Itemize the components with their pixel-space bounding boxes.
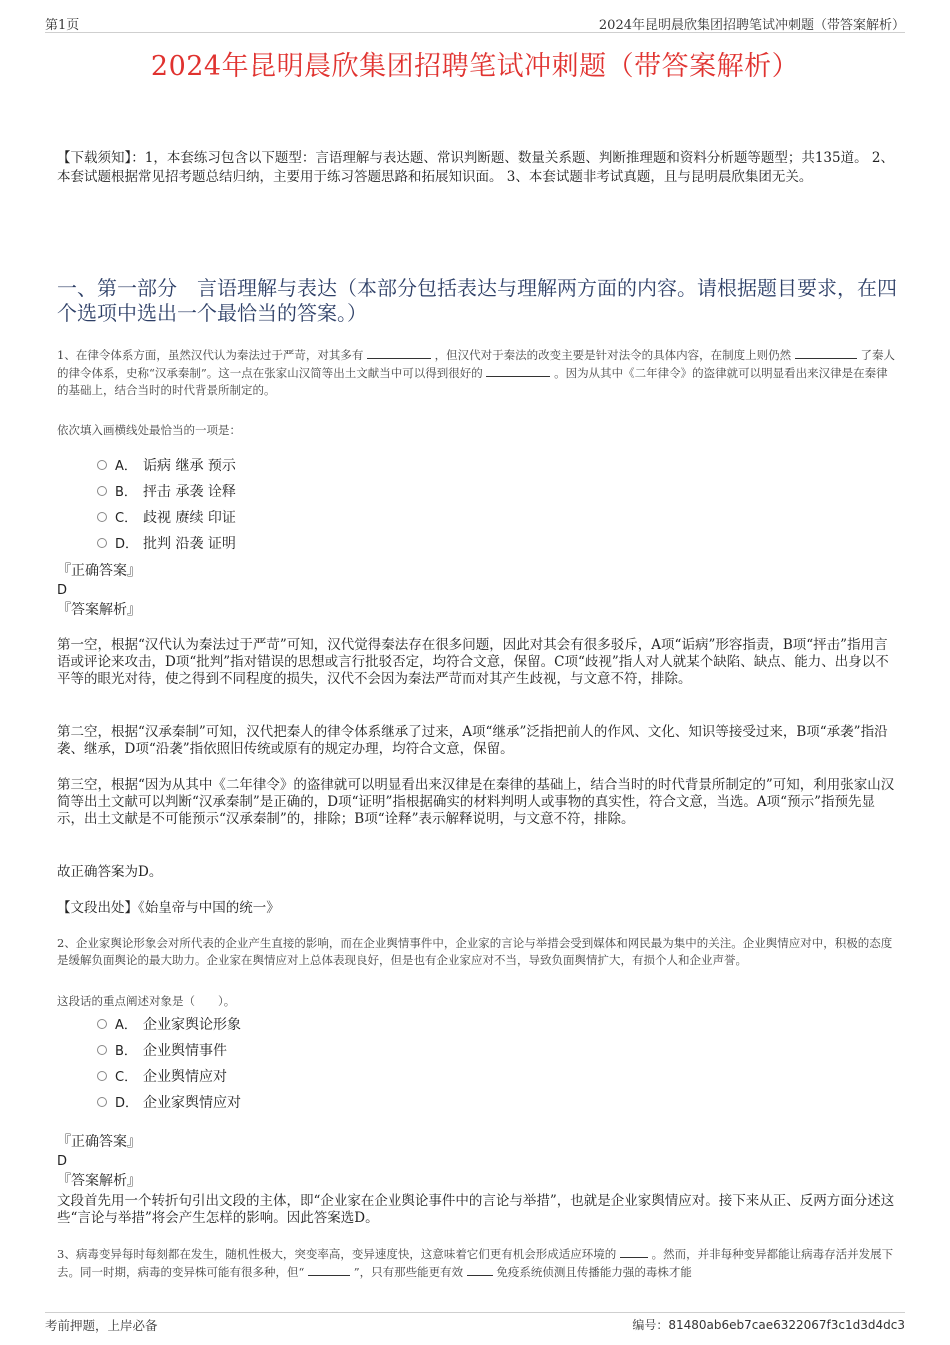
fill-blank [795,346,857,359]
fill-blank [467,1263,493,1276]
header-doc-title: 2024年昆明晨欣集团招聘笔试冲刺题（带答案解析） [598,18,905,33]
radio-icon[interactable] [97,460,107,470]
question-1-stem [57,346,897,399]
analysis-paragraph: 第二空，根据“汉承秦制”可知，汉代把秦人的律令体系继承了过来，A项“继承”泛指把前人的作风、文化、知识等接受过来，B项“承袭”指沿袭、继承，D项“沿袭”指依照旧传统或原有的规定办理，均符合文意，保留。 [57,724,888,757]
page-number: 第1页 [45,18,80,33]
radio-icon[interactable] [97,1071,107,1081]
analysis-paragraph: 第三空，根据“因为从其中《二年律令》的盗律就可以明显看出来汉律是在秦律的基础上，结合当时的时代背景所制定的”可知，利用张家山汉简等出土文献可以判断“汉承秦制”是正确的，D项“证明”指根据确实的材料判明人或事物的真实性，符合文意，当选。A项“预示”指预先显示，出土文献是不可能预示“汉承秦制”的，排除；B项“诠释”表示解释说明，与文意不符，排除。 [57,777,895,827]
q1-text-part: 。因为从其中《二年律令》的盗律就可以明显看出来汉律是在秦律的基础上，结合当时的时代背景所制定的。 [57,366,888,397]
q3-text-part: 。然而，并非每种变异都能让病毒存活并发展下去。同一时期，病毒的变异株可能有很多种，但“ [57,1247,894,1279]
radio-icon[interactable] [97,1019,107,1029]
page-footer [45,1312,905,1336]
question-3-stem [57,1245,897,1281]
answer-label: 『正确答案』 [57,1134,141,1150]
option-c[interactable]: C． 歧视 赓续 印证 [97,505,236,531]
radio-icon[interactable] [97,1045,107,1055]
fill-blank [486,364,550,377]
analysis-label: 『答案解析』 [57,602,141,618]
correct-answer: D [57,583,68,598]
question-2-stem: 2、企业家舆论形象会对所代表的企业产生直接的影响，而在企业舆情事件中，企业家的言论与举措会受到媒体和网民最为集中的关注。企业舆情应对中，积极的态度是缓解负面舆论的最大助力。企业家在舆情应对上总体表现良好，但是也有企业家应对不当，导致负面舆情扩大，有损个人和企业声誉。 [57,936,893,967]
question-2-prompt: 这段话的重点阐述对象是（ ）。 [57,994,236,1008]
question-2-options [97,1012,241,1116]
radio-icon[interactable] [97,538,107,548]
analysis-paragraph: 第一空，根据“汉代认为秦法过于严苛”可知，汉代觉得秦法存在很多问题，因此对其会有很多驳斥，A项“诟病”形容指责，B项“抨击”指用言语或评论来攻击，D项“批判”指对错误的思想或言行批驳否定，均符合文意，保留。C项“歧视”指人对人就某个缺陷、缺点、能力、出身以不平等的眼光对待，使之得到不同程度的损失，汉代不会因为秦法严苛而对其产生歧视，与文意不符，排除。 [57,637,889,687]
passage-source: 【文段出处】《始皇帝与中国的统一》 [57,900,280,916]
radio-icon[interactable] [97,512,107,522]
section-title: 一、第一部分 言语理解与表达（本部分包括表达与理解两方面的内容。请根据题目要求，在四个选项中选出一个最恰当的答案。） [57,276,897,325]
analysis-label: 『答案解析』 [57,1173,141,1189]
fill-blank [367,346,431,359]
q1-text-part: 1、在律令体系方面，虽然汉代认为秦法过于严苛，对其多有 [57,348,364,362]
document-title: 2024年昆明晨欣集团招聘笔试冲刺题（带答案解析） [150,51,800,82]
correct-answer: D [57,1154,68,1169]
option-b[interactable]: B． 企业舆情事件 [97,1038,241,1064]
footer-slogan: 考前押题，上岸必备 [45,1318,158,1333]
option-d[interactable]: D． 批判 沿袭 证明 [97,531,236,557]
q3-text-part: ”，只有那些能更有效 [353,1265,464,1279]
fill-blank [620,1245,648,1258]
question-1-prompt: 依次填入画横线处最恰当的一项是： [57,423,241,437]
q3-text-part: 免疫系统侦测且传播能力强的毒株才能 [496,1265,692,1279]
option-a[interactable]: A． 企业家舆论形象 [97,1012,241,1038]
answer-label: 『正确答案』 [57,563,141,579]
download-notice: 【下载须知】：1，本套练习包含以下题型：言语理解与表达题、常识判断题、数量关系题、判断推理题和资料分析题等题型；共135道。 2、本套试题根据常见招考题总结归纳，主要用于练习答题思路和拓展知识面。 3、本套试题非考试真题，且与昆明晨欣集团无关。 [57,150,894,185]
q3-text-part: 3、病毒变异每时每刻都在发生，随机性极大，突变率高，变异速度快，这意味着它们更有机会形成适应环境的 [57,1247,617,1261]
fill-blank [308,1263,350,1276]
option-b[interactable]: B． 抨击 承袭 诠释 [97,479,236,505]
radio-icon[interactable] [97,1097,107,1107]
option-a[interactable]: A． 诟病 继承 预示 [97,453,236,479]
document-id: 编号：81480ab6eb7cae6322067f3c1d3d4dc3 [632,1318,905,1332]
question-1-options [97,453,236,557]
analysis-paragraph: 文段首先用一个转折句引出文段的主体，即“企业家在企业舆论事件中的言论与举措”，也就是企业家舆情应对。接下来从正、反两方面分述这些“言论与举措”将会产生怎样的影响。因此答案选D。 [57,1193,895,1226]
option-d[interactable]: D． 企业家舆情应对 [97,1090,241,1116]
q1-text-part: ，但汉代对于秦法的改变主要是针对法令的具体内容，在制度上则仍然 [434,348,792,362]
page-header [45,14,905,33]
option-c[interactable]: C． 企业舆情应对 [97,1064,241,1090]
radio-icon[interactable] [97,486,107,496]
q1-text-part: 了秦人的律令体系，史称“汉承秦制”。这一点在张家山汉简等出土文献当中可以得到很好的 [57,348,895,380]
analysis-conclusion: 故正确答案为D。 [57,864,163,880]
